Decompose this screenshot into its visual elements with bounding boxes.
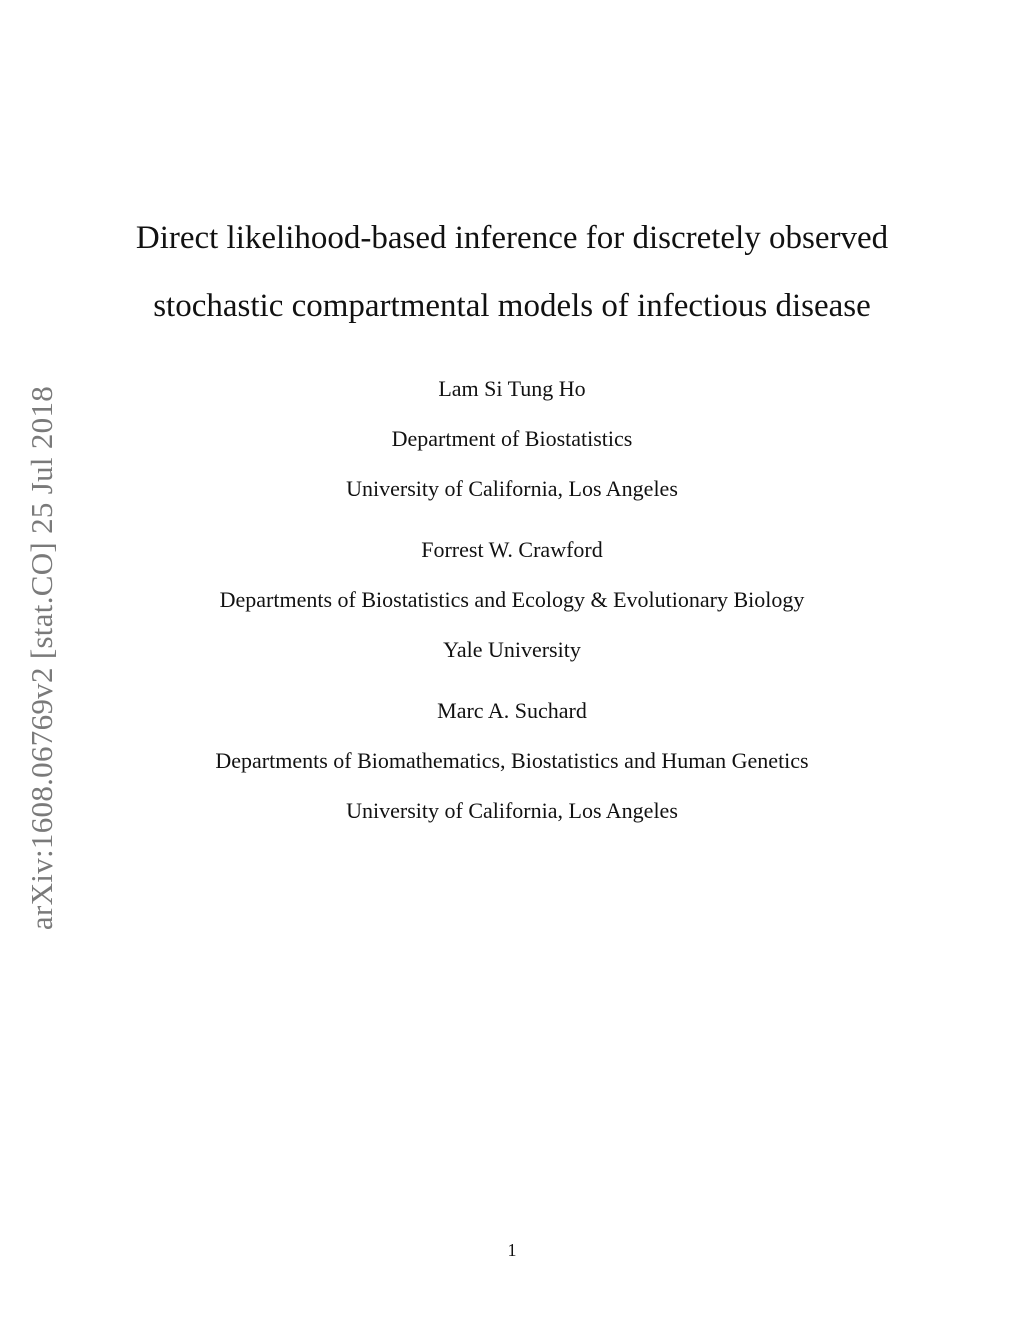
arxiv-identifier-stamp: arXiv:1608.06769v2 [stat.CO] 25 Jul 2018 xyxy=(24,385,59,931)
author-name: Forrest W. Crawford xyxy=(421,537,603,562)
author-affiliation-department: Departments of Biomathematics, Biostatistics and Human Genetics xyxy=(215,748,809,773)
author-affiliation-department: Departments of Biostatistics and Ecology & Evolutionary Biology xyxy=(219,587,805,612)
author-affiliation-institution: Yale University xyxy=(443,637,581,662)
author-name: Lam Si Tung Ho xyxy=(438,376,586,401)
author-affiliation-institution: University of California, Los Angeles xyxy=(346,476,678,501)
author-affiliation-department: Department of Biostatistics xyxy=(391,426,633,451)
author-name: Marc A. Suchard xyxy=(437,698,587,723)
paper-title-line-1: Direct likelihood-based inference for discretely observed xyxy=(135,220,889,256)
paper-title-line-2: stochastic compartmental models of infectious disease xyxy=(153,288,871,324)
page-number: 1 xyxy=(507,1240,517,1260)
author-affiliation-institution: University of California, Los Angeles xyxy=(346,798,678,823)
